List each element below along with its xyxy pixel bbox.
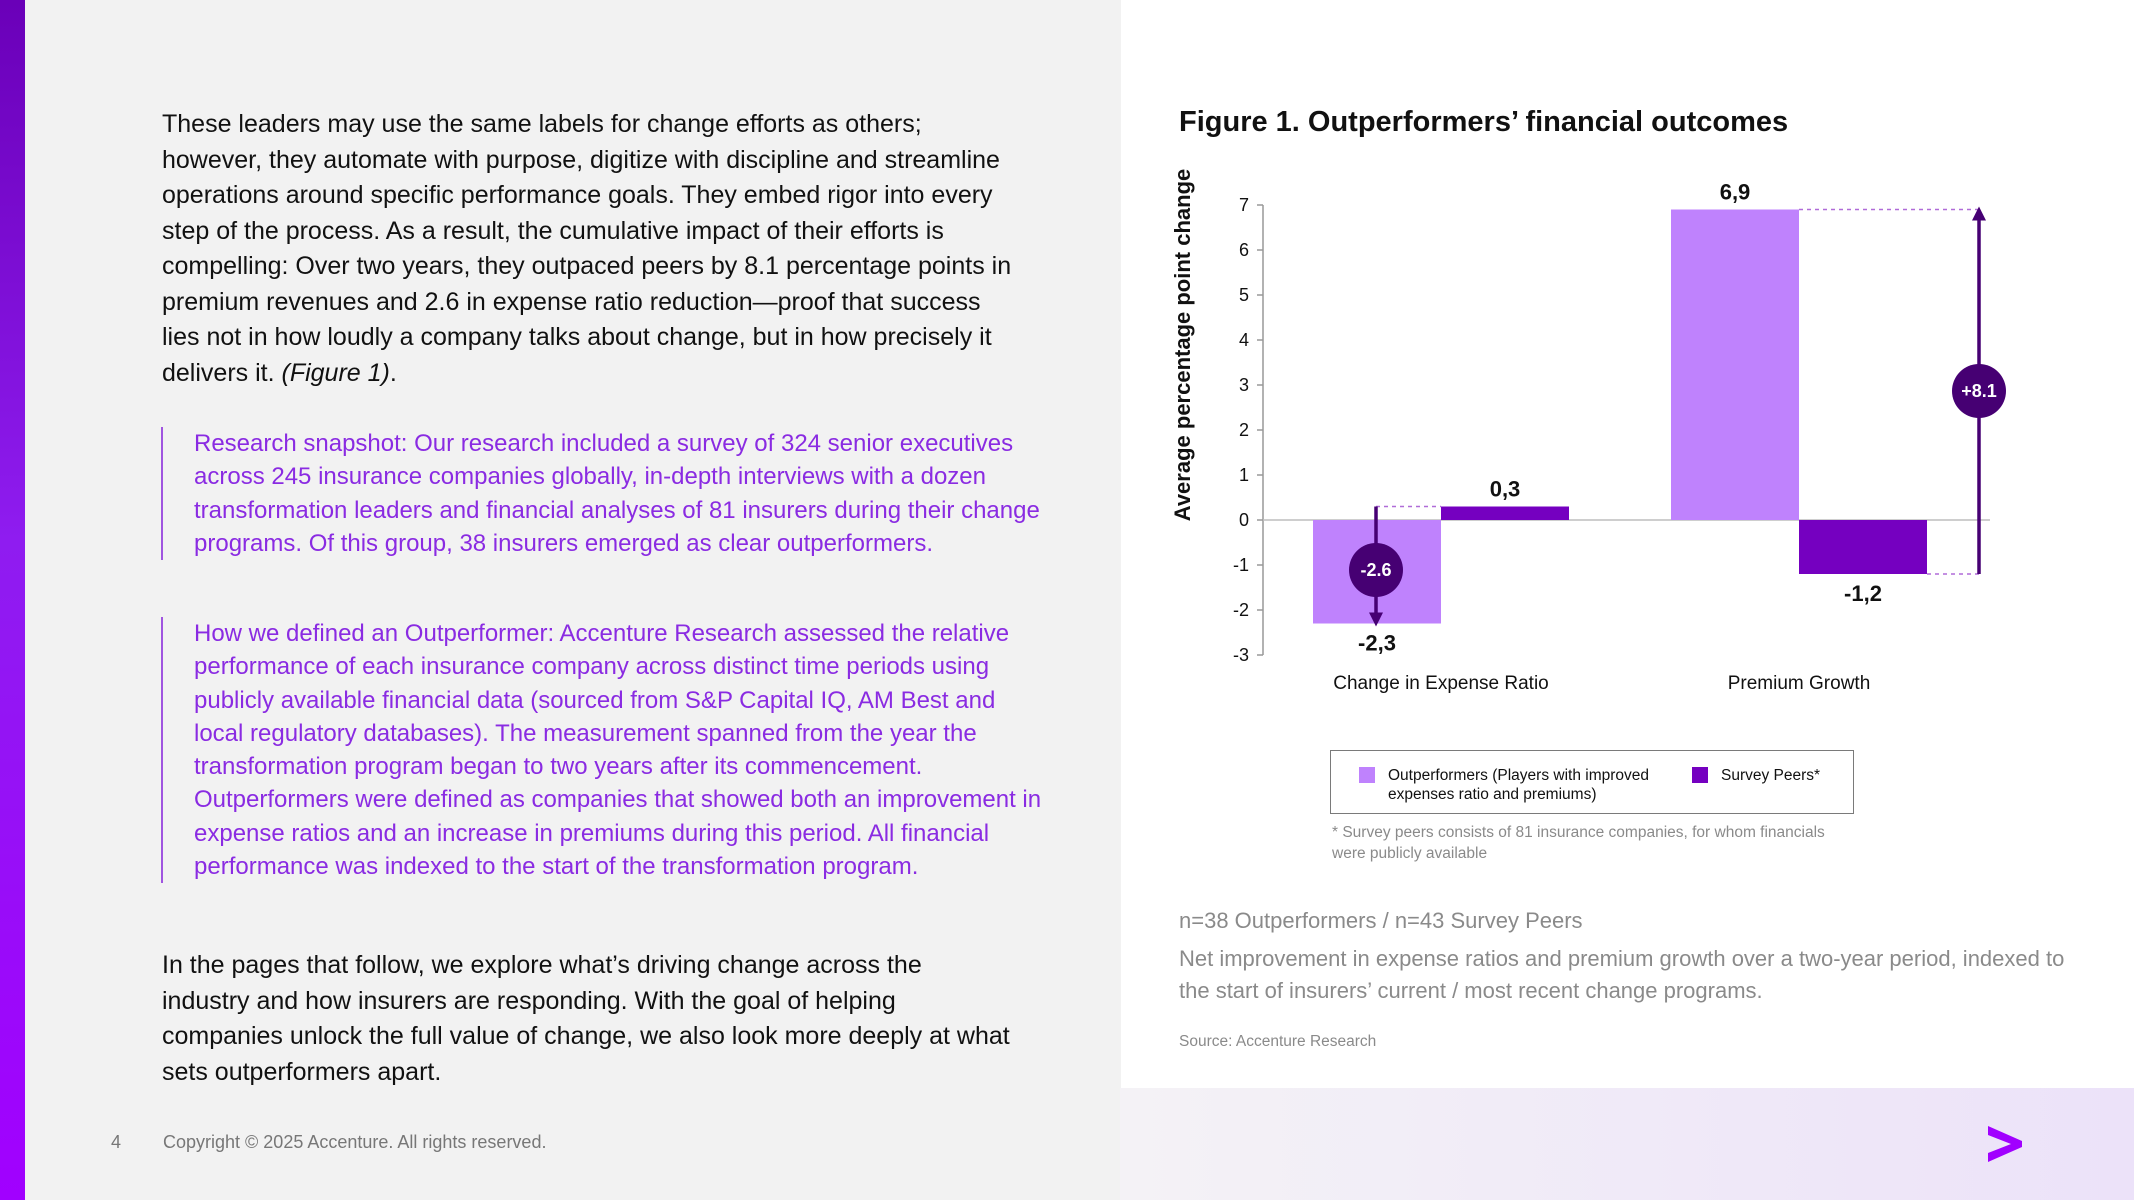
bar-chart [1160, 160, 2040, 700]
bar-peers [1441, 507, 1569, 521]
closing-paragraph: In the pages that follow, we explore what’s driving change across the industry and how insurers are responding. With the goal of helping companies unlock the full value of change, we also look more deeply at what sets outperformers apart. [162, 951, 1010, 1086]
data-label: -2,3 [1358, 630, 1396, 656]
bar-outperformers [1671, 210, 1799, 521]
data-label: 6,9 [1719, 179, 1751, 205]
accenture-logo-icon [1984, 1124, 2026, 1164]
legend-footnote: * Survey peers consists of 81 insurance companies, for whom financials were publicly available [1332, 824, 1825, 862]
legend-swatch-peers [1692, 767, 1708, 783]
y-tick-label: -2 [1232, 600, 1249, 620]
difference-label: -2.6 [1360, 560, 1392, 580]
y-axis-label: Average percentage point change [1170, 168, 1195, 522]
research-snapshot: Research snapshot: Our research included a survey of 324 senior executives across 245 insurance companies globally, in-depth interviews with a dozen transformation leaders and financial analyses of 81 insurers during their change programs. Of this group, 38 insurers emerged as clear outperformers. [161, 427, 1044, 560]
bars [1313, 210, 1927, 624]
legend-swatch-outperformers [1359, 767, 1375, 783]
intro-text: These leaders may use the same labels for change efforts as others; however, they automate with purpose, digitize with discipline and streamline operations around specific performance goals. They embed rigor into every step of the process. As a result, the cumulative impact of their efforts is compelling: Over two years, they outpaced peers by 8.1 percentage points in premium revenues and 2.6 in expense ratio reduction—proof that success lies not in how loudly a company talks about change, but in how precisely it delivers it. [162, 110, 1012, 387]
y-tick-label: 7 [1238, 195, 1249, 215]
difference-label: +8.1 [1961, 381, 1997, 401]
footer-gradient [1120, 1088, 2134, 1200]
y-tick-label: 2 [1238, 420, 1249, 440]
y-tick-label: 3 [1238, 375, 1249, 395]
y-tick-label: -3 [1232, 645, 1249, 665]
y-tick-label: 1 [1238, 465, 1249, 485]
figure-description: Net improvement in expense ratios and premium growth over a two-year period, indexed to the start of insurers’ current / most recent change programs. [1179, 946, 2065, 1003]
bar-peers [1799, 520, 1927, 574]
x-tick-label: Premium Growth [1727, 673, 1871, 694]
intro-paragraph [162, 107, 1012, 391]
chart-legend [1330, 750, 1854, 814]
brand-accent-bar [0, 0, 25, 1200]
outperformer-definition: How we defined an Outperformer: Accenture Research assessed the relative performance of each insurance company across distinct time periods using publicly available financial data (sourced from S&P Capital IQ, AM Best and local regulatory databases). The measurement spanned from the year the transformation program began to two years after its commencement. Outperformers were defined as companies that showed both an improvement in expense ratios and an increase in premiums during this period. All financial performance was indexed to the start of the transformation program. [161, 617, 1044, 883]
y-tick-label: -1 [1232, 555, 1249, 575]
sample-size: n=38 Outperformers / n=43 Survey Peers [1179, 908, 1583, 933]
figure-source: Source: Accenture Research [1179, 1033, 1377, 1050]
legend-label-peers: Survey Peers* [1721, 767, 1821, 784]
copyright: Copyright © 2025 Accenture. All rights reserved. [163, 1132, 547, 1152]
page-number: 4 [111, 1132, 122, 1152]
figure-reference: (Figure 1) [281, 358, 390, 387]
x-tick-label: Change in Expense Ratio [1333, 673, 1549, 694]
y-tick-label: 0 [1238, 510, 1249, 530]
y-tick-label: 6 [1238, 240, 1249, 260]
intro-end: . [389, 358, 397, 387]
y-tick-label: 4 [1238, 330, 1249, 350]
data-label: -1,2 [1844, 581, 1882, 606]
y-tick-label: 5 [1238, 285, 1249, 305]
figure-title: Figure 1. Outperformers’ financial outcomes [1179, 106, 1789, 138]
legend-label-outperformers: Outperformers (Players with improved expenses ratio and premiums) [1388, 767, 1649, 803]
data-label: 0,3 [1489, 476, 1521, 502]
x-axis [1333, 673, 1870, 694]
